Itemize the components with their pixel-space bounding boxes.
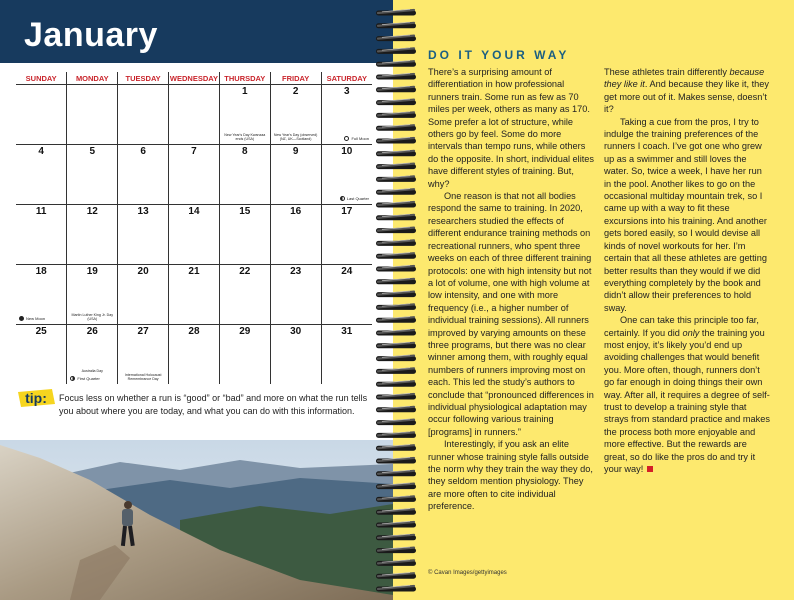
spiral-ring [376,329,416,335]
holiday-note: International Holocaust Remembrance Day [124,372,162,381]
calendar-day-cell [270,85,321,145]
moon-phase-label: New Moon [26,315,46,321]
paragraph-text: One can take this principle too far, certainly. If you did [604,315,759,338]
month-header-band [0,0,393,63]
spiral-ring [376,150,416,156]
weekday-header: SATURDAY [321,72,372,85]
moon-phase-label: First Quarter [77,375,100,381]
spiral-ring [376,457,416,463]
holiday-note: New Year's Day (observed) (NZ, UK—Scotland) [273,132,318,141]
weekday-header: MONDAY [67,72,118,85]
paragraph-text: the training you most enjoy, it’s likely you’d end up avoiding challenges that would benefit you. More often, though, runners don’t go far enough in doing things their own way. After all, it requires a degree of self-trust to develop a training style that strays from standard practice and makes the process both more enjoyable and more effective. But the rewards are great, so do like the pros do and try it your way! [604,327,770,474]
end-mark-icon [647,466,653,472]
spiral-ring [376,304,416,310]
day-number: 15 [239,206,251,217]
article-paragraph [604,314,771,475]
day-number: 10 [341,146,353,157]
emphasis-text: only [682,327,700,338]
spiral-ring [376,112,416,118]
spiral-ring [376,61,416,67]
calendar-day-cell [219,145,270,205]
spiral-ring [376,470,416,476]
spiral-ring [376,432,416,438]
spiral-ring [376,509,416,515]
calendar-day-cell [16,85,67,145]
holiday-note: New Year's Day Kwanzaa ends (USA) [224,132,266,141]
spiral-ring [376,253,416,259]
day-number: 31 [341,326,353,337]
article-paragraph: Taking a cue from the pros, I try to indulge the training preferences of the runners I coach. I’ve got one who grew up as a swimmer and still loves the water. So, twice a week, I have her run in the pool. Another likes to go on the occasional multiday mountain trek, so I came up with a way to fit these excursions into his training. And another gets bored easily, so I would devise all kinds of novel workouts for her. I’m certain that all these athletes are getting better results than they would if we did everything completely by the book and didn’t allow their preferences to hold sway. [604,116,767,313]
calendar-day-cell [219,205,270,265]
day-number: 24 [341,266,353,277]
day-number: 11 [35,206,47,217]
calendar-day-cell [16,265,67,325]
spiral-ring [376,406,416,412]
day-number: 25 [35,326,47,337]
day-number: 13 [137,206,149,217]
day-number: 18 [35,266,47,277]
day-number: 4 [38,146,44,157]
moon-phase [344,136,369,141]
day-number: 27 [137,326,149,337]
spiral-ring [376,35,416,41]
day-number: 26 [86,326,98,337]
article-paragraph: Interestingly, if you ask an elite runner whose training style falls outside the norm why they train the way they do, they seldom mention physiology. They are more often to cite individual preference. [428,439,593,512]
weekday-header: THURSDAY [219,72,270,85]
moon-phase-label: Full Moon [351,135,369,141]
calendar-day-cell [118,145,169,205]
left-page [0,0,393,600]
emphasis-text: because they like it [604,67,765,90]
article-column-2 [604,66,771,475]
weekday-header: FRIDAY [270,72,321,85]
spiral-ring [376,189,416,195]
month-title: January [24,16,158,54]
calendar-day-cell [67,85,118,145]
spiral-ring [376,48,416,54]
spiral-ring [376,496,416,502]
spiral-ring [376,201,416,207]
calendar-day-cell [16,145,67,205]
spiral-ring [376,381,416,387]
full-moon-icon [344,136,349,141]
moon-phase [19,316,45,321]
first-quarter-moon-icon [70,376,75,381]
day-number: 14 [188,206,200,217]
day-number: 3 [344,86,350,97]
spiral-ring [376,317,416,323]
day-number: 2 [292,86,299,97]
calendar-grid [16,72,372,384]
article-paragraph: One reason is that not all bodies respond the same to training. In 2020, researchers studied the effects of different endurance training methods on recreational runners, who spent three weeks on each of three different training protocols: one with high intensity but not a lot of volume, one with high volume at low intensity, and one with more frequency (i.e., a higher number of individual training sessions). All runners improved by varying amounts on these three programs, but there was no clear winner among them, with roughly equal numbers of runners improving most on each. This led the study’s authors to conclude that “pronounced differences in individual physiological adaptation may occur following various training [programs] in runners.” [428,191,594,437]
weekday-header: WEDNESDAY [169,73,218,83]
paragraph-text: These athletes train differently [604,67,730,77]
calendar-day-cell [67,325,118,385]
calendar-body [16,85,372,385]
spiral-ring [376,534,416,540]
weekday-header: SUNDAY [16,72,67,85]
calendar-day-cell [219,85,270,145]
day-number: 22 [239,266,251,277]
day-number: 23 [290,266,302,277]
spiral-ring [376,163,416,169]
calendar-day-cell [270,145,321,205]
calendar-week-row [16,205,372,265]
calendar-day-cell [321,265,372,325]
day-number: 16 [290,206,302,217]
calendar-day-cell [169,145,220,205]
paragraph-text: . And because they like it, they get more out of it. Makes sense, doesn’t it? [604,79,769,115]
spiral-ring [376,86,416,92]
calendar-day-cell [118,85,169,145]
article-paragraph: There’s a surprising amount of differentiation in how professional runners train. Some run as few as 70 miles per week, others as many as 170. Some prefer a lot of structure, while others go by feel. Some do more intervals than tempo runs, while others do the opposite. In short, individual elites have different styles of training. But, why? [428,67,594,189]
day-number: 9 [292,146,299,157]
calendar-week-row [16,265,372,325]
day-number: 21 [188,266,200,277]
spiral-ring [376,585,416,591]
day-number: 8 [242,146,248,157]
day-number: 6 [140,146,146,157]
day-number: 29 [239,326,251,337]
day-number: 30 [290,326,302,337]
spiral-ring [376,355,416,361]
day-number: 5 [89,146,96,157]
weekday-header-row [16,72,372,85]
spiral-ring [376,240,416,246]
spiral-ring [376,291,416,297]
calendar-day-cell [321,145,372,205]
spiral-ring [376,176,416,182]
calendar-day-cell [169,325,220,385]
calendar-day-cell [270,265,321,325]
tip-text: Focus less on whether a run is “good” or “bad” and more on what the run tells you about where you are today, and what you can do with this information. [59,393,368,416]
spiral-ring [376,73,416,79]
moon-phase-label: Last Quarter [346,195,369,201]
spiral-ring [376,368,416,374]
day-number: 20 [137,266,149,277]
spiral-ring [376,265,416,271]
calendar-day-cell [16,205,67,265]
holiday-note: Martin Luther King Jr. Day (USA) [71,312,114,321]
spiral-ring [376,214,416,220]
spiral-ring [376,227,416,233]
spiral-ring [376,521,416,527]
calendar-day-cell [67,265,118,325]
calendar-day-cell [321,325,372,385]
day-number: 28 [188,326,200,337]
calendar-day-cell [321,85,372,145]
spiral-binding [374,0,418,600]
calendar-day-cell [321,205,372,265]
spiral-ring [376,483,416,489]
new-moon-icon [19,316,24,321]
day-number: 12 [86,206,98,217]
spiral-ring [376,342,416,348]
trail-runner-photo [0,440,393,600]
moon-phase [70,376,99,381]
photo-credit: © Cavan Images/gettyimages [428,570,507,576]
calendar-day-cell [169,85,220,145]
article-paragraph [604,66,771,116]
calendar-day-cell [67,205,118,265]
calendar-day-cell [118,325,169,385]
calendar-week-row [16,145,372,205]
day-number: 1 [242,86,248,97]
spiral-ring [376,99,416,105]
calendar-day-cell [169,205,220,265]
calendar-day-cell [219,265,270,325]
moon-phase [340,196,369,201]
calendar-week-row [16,325,372,385]
day-number: 19 [86,266,98,277]
day-number: 17 [341,206,353,217]
tip-badge [16,388,56,408]
calendar-day-cell [118,265,169,325]
calendar-day-cell [219,325,270,385]
calendar-day-cell [169,265,220,325]
calendar-day-cell [270,205,321,265]
spiral-ring [376,125,416,131]
holiday-note: Australia Day [81,368,103,373]
section-heading: DO IT YOUR WAY [428,48,570,62]
calendar-day-cell [67,145,118,205]
spiral-ring [376,278,416,284]
weekday-header: TUESDAY [118,72,169,85]
calendar-day-cell [118,205,169,265]
tip-label: tip: [25,390,47,406]
spiral-ring [376,137,416,143]
spiral-ring [376,22,416,28]
spiral-ring [376,419,416,425]
day-number: 7 [191,146,197,157]
spiral-ring [376,9,416,15]
spiral-ring [376,547,416,553]
calendar-day-cell [16,325,67,385]
calendar-day-cell [270,325,321,385]
spiral-ring [376,573,416,579]
article-column-1 [428,48,594,513]
last-quarter-moon-icon [340,196,345,201]
spiral-ring [376,393,416,399]
spiral-ring [376,560,416,566]
spiral-ring [376,445,416,451]
calendar-week-row [16,85,372,145]
